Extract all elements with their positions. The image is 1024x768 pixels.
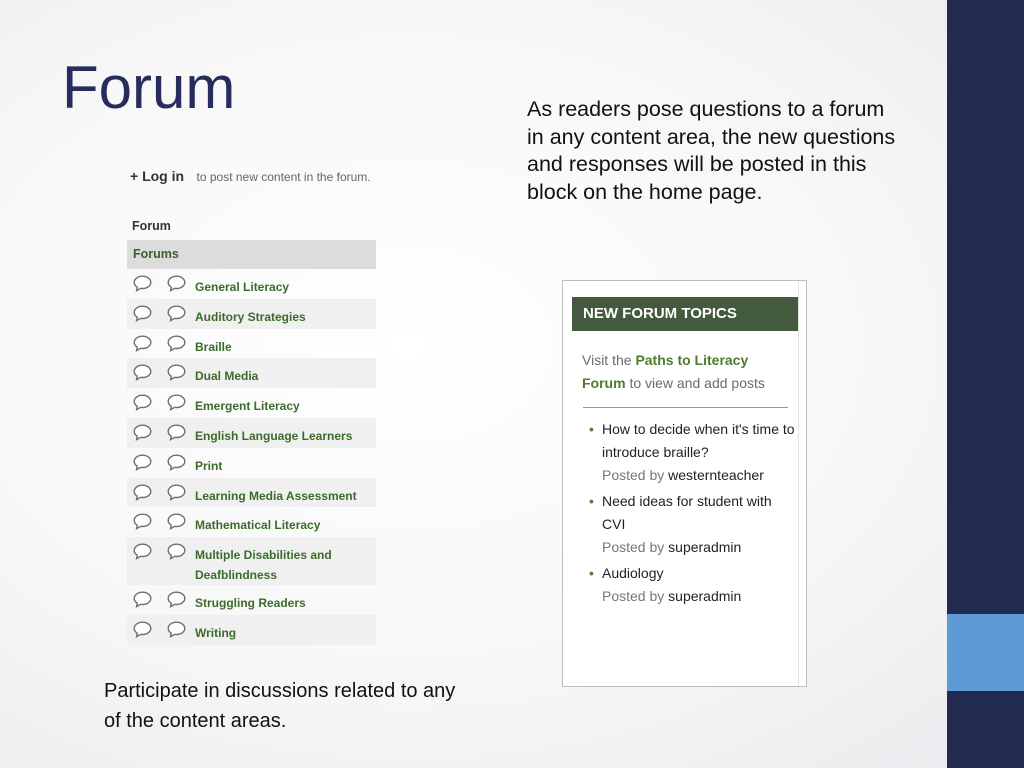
forum-block — [127, 216, 376, 645]
speech-bubble-icon — [167, 275, 186, 292]
topic-item — [585, 418, 795, 487]
forum-link[interactable]: Auditory Strategies — [195, 309, 306, 324]
speech-bubble-icon — [133, 591, 152, 608]
slide-caption: Participate in discussions related to any of the content areas. — [104, 680, 456, 732]
topics-divider — [583, 407, 788, 408]
forum-heading: Forum — [132, 219, 171, 233]
forum-link[interactable]: Mathematical Literacy — [195, 518, 321, 533]
topic-item — [585, 490, 795, 559]
block-edge — [798, 281, 799, 686]
posted-by-label: Posted by — [602, 539, 669, 555]
speech-bubble-icon — [167, 305, 186, 322]
forum-link[interactable]: Multiple Disabilities and Deafblindness — [195, 548, 332, 583]
login-row — [130, 168, 371, 186]
speech-bubble-icon — [167, 513, 186, 530]
topic-author-link[interactable]: superadmin — [668, 539, 742, 555]
speech-bubble-icon — [133, 513, 152, 530]
forum-link[interactable]: Braille — [195, 339, 232, 354]
forum-row — [127, 358, 376, 388]
forum-link[interactable]: Emergent Literacy — [195, 399, 300, 414]
forum-row — [127, 269, 376, 299]
slide-sidebar-accent — [947, 614, 1024, 691]
forum-link[interactable]: Print — [195, 458, 223, 473]
forum-row — [127, 329, 376, 359]
forum-row — [127, 507, 376, 537]
speech-bubble-icon — [133, 484, 152, 501]
forum-link[interactable]: English Language Learners — [195, 428, 353, 443]
topic-link[interactable]: Need ideas for student with CVI — [602, 493, 772, 532]
speech-bubble-icon — [133, 543, 152, 560]
new-forum-topics-header: NEW FORUM TOPICS — [572, 297, 798, 331]
speech-bubble-icon — [167, 454, 186, 471]
forum-link[interactable]: Struggling Readers — [195, 596, 306, 611]
forum-list — [127, 269, 376, 645]
speech-bubble-icon — [133, 394, 152, 411]
forum-row — [127, 418, 376, 448]
forum-row — [127, 299, 376, 329]
paths-to-literacy-forum-link[interactable]: Paths to Literacy Forum — [582, 352, 749, 391]
forum-link[interactable]: General Literacy — [195, 280, 290, 294]
topic-author-link[interactable]: superadmin — [668, 588, 742, 604]
forum-row — [127, 585, 376, 615]
speech-bubble-icon — [167, 394, 186, 411]
bullet-icon: • — [589, 565, 594, 581]
forum-row — [127, 448, 376, 478]
speech-bubble-icon — [133, 454, 152, 471]
forum-link[interactable]: Writing — [195, 625, 237, 640]
topic-author-link[interactable]: westernteacher — [668, 467, 764, 483]
login-hint: to post new content in the forum. — [196, 170, 371, 184]
speech-bubble-icon — [167, 621, 186, 638]
topic-link[interactable]: Audiology — [602, 565, 664, 581]
topic-link[interactable]: How to decide when it's time to introduce braille? — [602, 421, 795, 460]
new-forum-topics-intro — [582, 349, 788, 395]
slide-description: As readers pose questions to a forum in any content area, the new questions and responses will be posted in this block on the home page. — [527, 97, 896, 204]
topic-item — [585, 562, 795, 608]
forums-table-header: Forums — [127, 240, 376, 269]
posted-by-label: Posted by — [602, 588, 669, 604]
speech-bubble-icon — [167, 424, 186, 441]
speech-bubble-icon — [167, 335, 186, 352]
posted-by-label: Posted by — [602, 467, 669, 483]
slide-title: Forum — [62, 54, 236, 121]
speech-bubble-icon — [133, 335, 152, 352]
login-link[interactable]: + Log in — [130, 168, 185, 184]
forum-link[interactable]: Learning Media Assessment — [195, 488, 357, 503]
speech-bubble-icon — [133, 424, 152, 441]
speech-bubble-icon — [133, 621, 152, 638]
forum-row — [127, 478, 376, 508]
new-forum-topics-block — [562, 280, 807, 687]
topics-list — [585, 418, 795, 611]
forum-link[interactable]: Dual Media — [195, 369, 259, 384]
forum-row — [127, 388, 376, 418]
forum-row — [127, 537, 376, 585]
bullet-icon: • — [589, 421, 594, 437]
speech-bubble-icon — [167, 591, 186, 608]
intro-prefix: Visit the — [582, 352, 632, 368]
speech-bubble-icon — [167, 543, 186, 560]
bullet-icon: • — [589, 493, 594, 509]
speech-bubble-icon — [167, 484, 186, 501]
intro-suffix: to view and add posts — [629, 375, 765, 391]
speech-bubble-icon — [167, 364, 186, 381]
speech-bubble-icon — [133, 275, 152, 292]
speech-bubble-icon — [133, 305, 152, 322]
forum-row — [127, 615, 376, 645]
speech-bubble-icon — [133, 364, 152, 381]
